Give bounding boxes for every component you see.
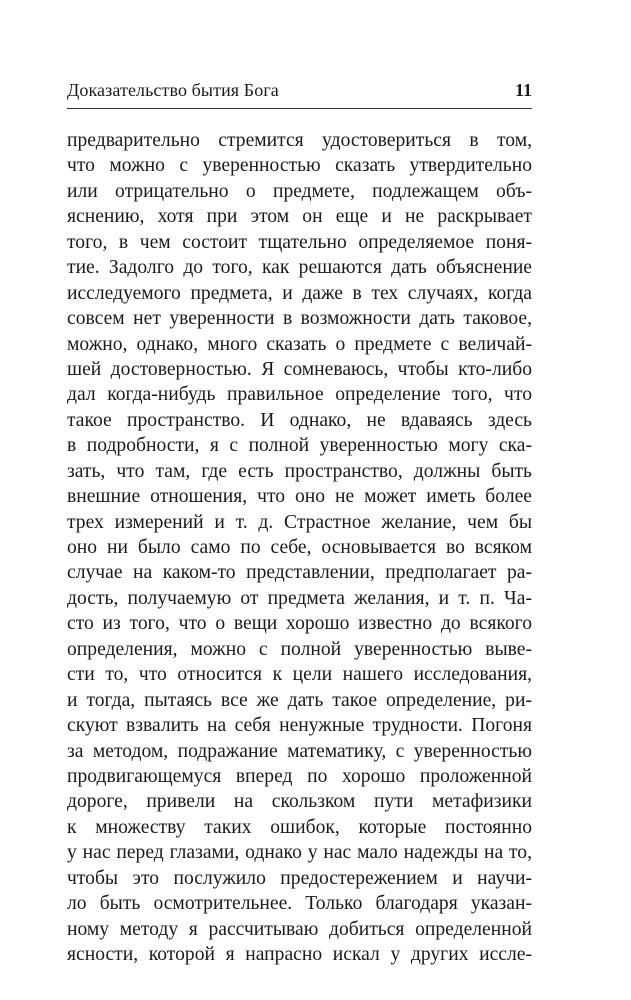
text-line: можно, однако, много сказать о предмете с величай- [67,333,532,355]
text-line: продвигающемуся вперед по хорошо проложенной [67,765,532,787]
text-line: в подробности, я с полной уверенностью могу ска- [67,435,532,457]
text-line: определения, можно с полной уверенностью выве- [67,638,532,660]
text-line: тие. Задолго до того, как решаются дать объяснение [67,257,532,279]
header-rule [67,108,532,109]
text-line: чтобы это послужило предостережением и научи- [67,867,532,889]
text-line: случае на каком-то представлении, предполагает ра- [67,562,532,584]
text-line: внешние отношения, что оно не может иметь более [67,486,532,508]
text-line: ному методу я рассчитываю добиться определенной [67,918,532,940]
text-line: оно ни было само по себе, основывается во всяком [67,537,532,558]
running-title: Доказательство бытия Бога [67,80,279,100]
body-text [67,128,532,967]
text-line: такое пространство. И однако, не вдаваясь здесь [67,409,532,431]
text-line: сти то, что относится к цели нашего исследования, [67,664,532,686]
text-line: и тогда, пытаясь все же дать такое определение, ри- [67,689,532,711]
text-line: шей достоверностью. Я сомневаюсь, чтобы кто-либо [67,358,532,380]
page-number: 11 [514,80,532,100]
text-line: к множеству таких ошибок, которые постоянно [67,816,532,838]
text-line: дороге, привели на скользком пути метафизики [67,791,532,813]
text-line: исследуемого предмета, и даже в тех случаях, когда [67,282,532,304]
text-line: совсем нет уверенности в возможности дать таковое, [67,308,532,330]
text-line: яснению, хотя при этом он еще и не раскрывает [67,206,532,228]
text-line: у нас перед глазами, однако у нас мало надежды на то, [67,842,532,864]
text-line: что можно с уверенностью сказать утвердительно [67,155,532,177]
text-line: дость, получаемую от предмета желания, и т. п. Ча- [67,587,532,609]
text-line: того, в чем состоит тщательно определяемое поня- [67,231,532,253]
text-line: ясности, которой я напрасно искал у других иссле- [67,944,532,965]
text-line: сто из того, что о вещи хорошо известно до всякого [67,613,532,635]
running-head [67,79,532,103]
text-line: дал когда-нибудь правильное определение того, что [67,384,532,406]
text-line: предварительно стремится удостовериться в том, [67,130,532,151]
text-line: или отрицательно о предмете, подлежащем объ- [67,180,532,202]
text-line: ло быть осмотрительнее. Только благодаря указан- [67,893,532,915]
text-line: за методом, подражание математику, с уверенностью [67,740,532,762]
text-line: трех измерений и т. д. Страстное желание, чем бы [67,511,532,533]
text-line: зать, что там, где есть пространство, должны быть [67,460,532,482]
text-line: скуют взвалить на себя ненужные трудности. Погоня [67,715,532,737]
